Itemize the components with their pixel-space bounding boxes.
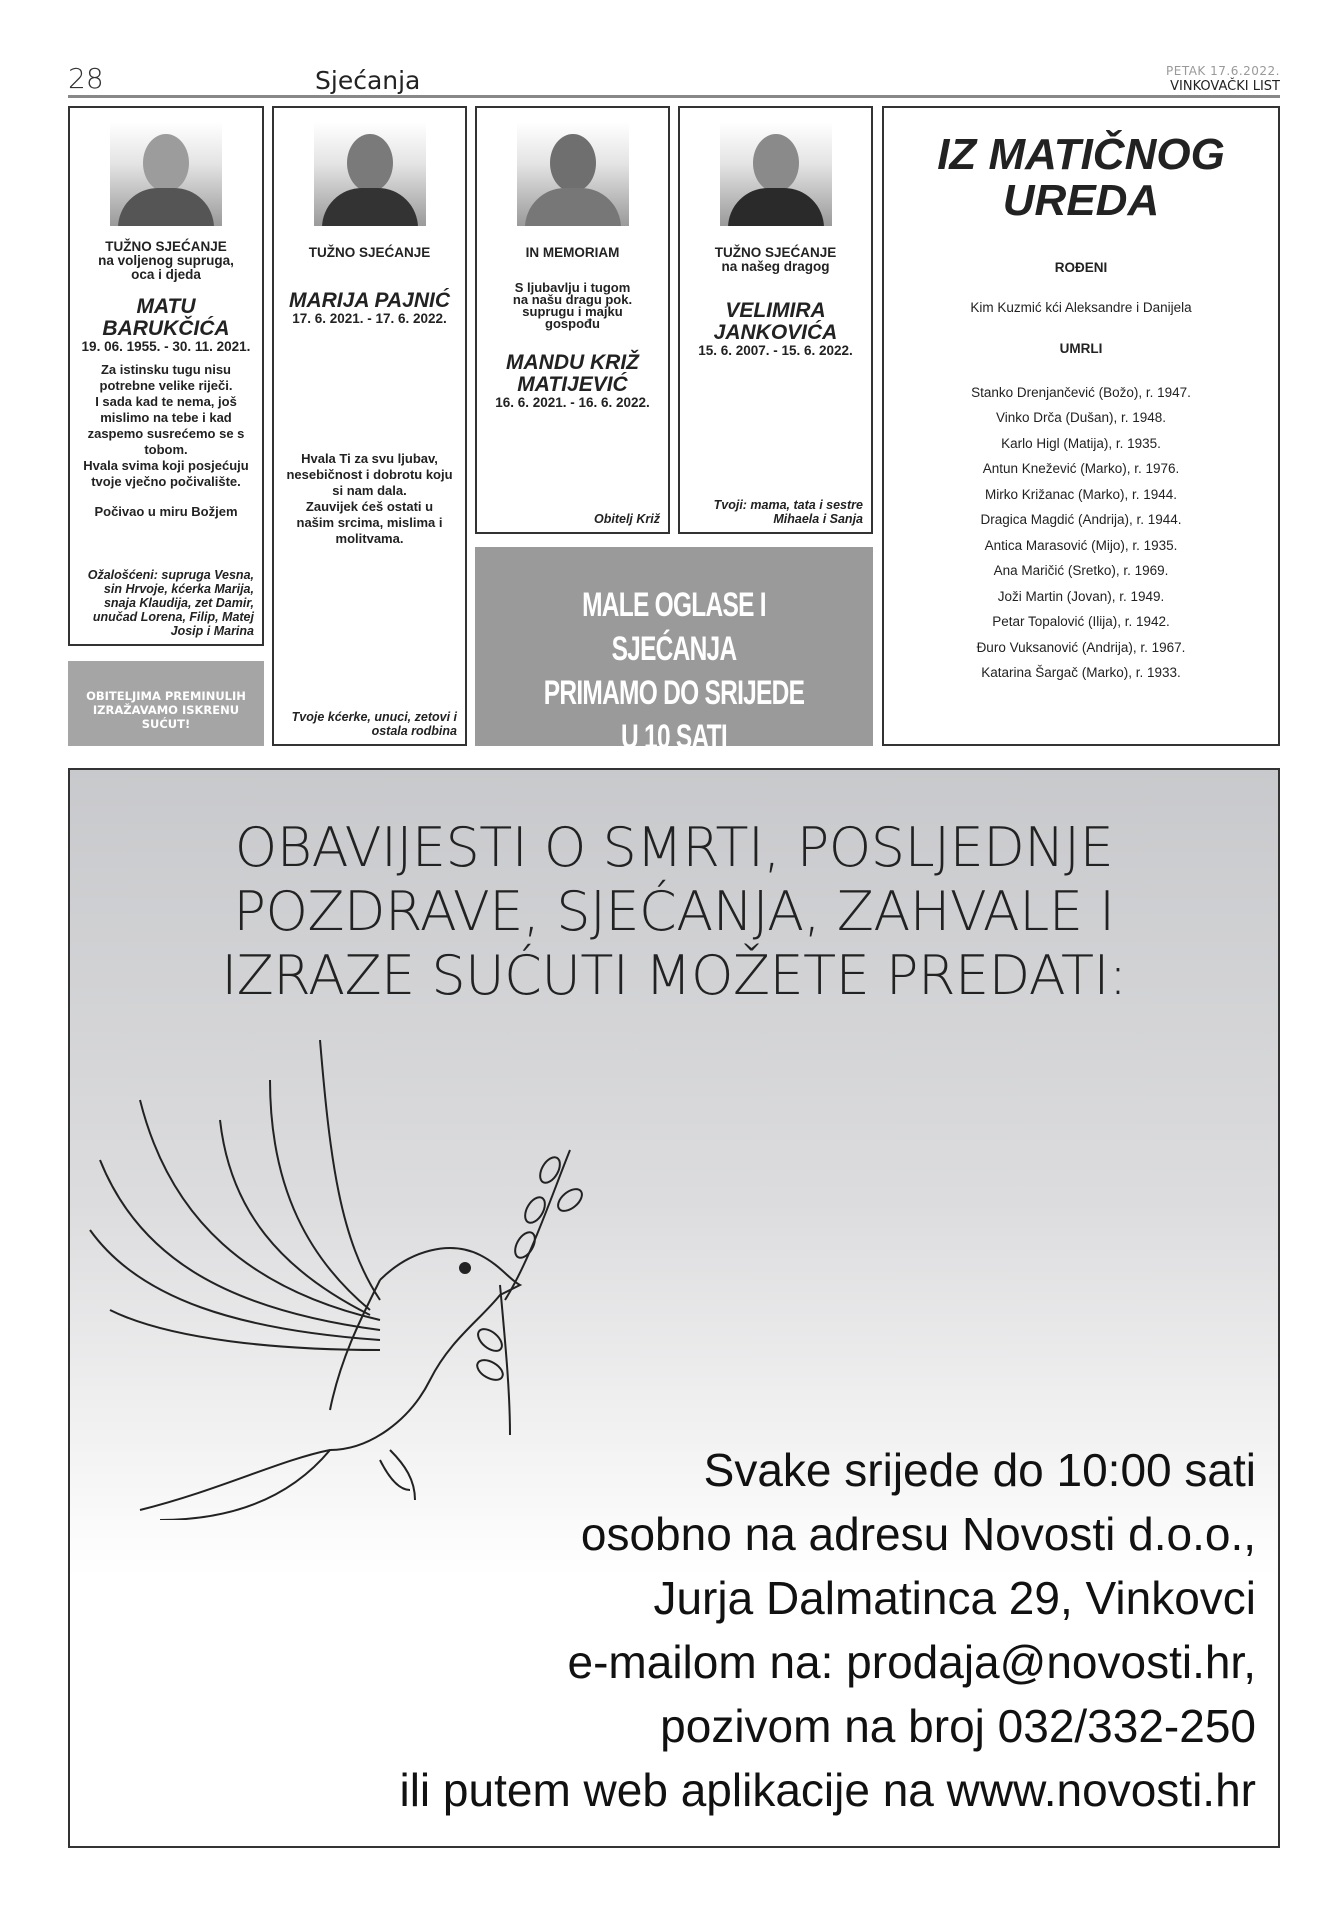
portrait-photo <box>517 122 629 226</box>
died-entry: Katarina Šargač (Marko), r. 1933. <box>981 665 1181 680</box>
notice-heading: IN MEMORIAM <box>525 245 620 260</box>
notice-text: tvoje vječno počivalište. <box>91 474 241 489</box>
notice-text: tobom. <box>144 442 188 457</box>
notice-dates: 15. 6. 2007. - 15. 6. 2022. <box>698 343 853 358</box>
portrait-photo <box>314 122 426 226</box>
died-entry: Joži Martin (Jovan), r. 1949. <box>997 588 1165 604</box>
banner-line: U 10 SATI <box>621 718 727 756</box>
page-number: 28 <box>68 62 104 95</box>
notice-text: nesebičnost i dobrotu koju <box>286 467 453 482</box>
masthead <box>1166 64 1280 94</box>
info-address: Jurja Dalmatinca 29, Vinkovci <box>653 1572 1256 1624</box>
info-web: ili putem web aplikacije na www.novosti.hr <box>399 1764 1256 1816</box>
deceased-name: MARIJA PAJNIĆ <box>288 289 451 312</box>
notice-text: mislimo na tebe i kad <box>100 410 232 425</box>
notice-heading: TUŽNO SJEĆANJE <box>105 239 227 254</box>
registry-title: UREDA <box>1002 176 1160 225</box>
info-title: POZDRAVE, SJEĆANJA, ZAHVALE I <box>233 880 1115 943</box>
ads-deadline-banner <box>475 547 873 756</box>
info-title: OBAVIJESTI O SMRTI, POSLJEDNJE <box>234 816 1114 879</box>
notice-blessing: Počivao u miru Božjem <box>94 504 238 519</box>
notice-heading: TUŽNO SJEĆANJE <box>714 245 837 260</box>
registry-office <box>882 106 1280 746</box>
info-line: Svake srijede do 10:00 sati <box>703 1444 1256 1496</box>
notice-jankovic <box>678 106 873 534</box>
notice-signature: Tvoje kćerke, unuci, zetovi i <box>291 710 457 724</box>
notice-text: potrebne velike riječi. <box>99 378 233 393</box>
notice-signature: Tvoji: mama, tata i sestre <box>713 498 863 512</box>
registry-title: IZ MATIČNOG <box>937 130 1225 179</box>
deceased-name: MATIJEVIĆ <box>517 373 628 396</box>
deceased-name: JANKOVIĆA <box>713 321 838 344</box>
portrait-photo <box>110 122 222 226</box>
notice-text: Hvala svima koji posjećuju <box>83 458 249 473</box>
deceased-name: BARUKČIĆA <box>102 317 230 340</box>
portrait-photo <box>720 122 832 226</box>
notice-dates: 17. 6. 2021. - 17. 6. 2022. <box>292 311 447 326</box>
notice-text: zaspemo susrećemo se s <box>87 426 245 441</box>
notice-text: si nam dala. <box>332 483 407 498</box>
notice-signature: ostala rodbina <box>371 724 457 738</box>
notice-text: Hvala Ti za svu ljubav, <box>301 451 438 466</box>
notice-sub: oca i djeda <box>131 267 201 282</box>
born-heading: ROĐENI <box>1054 260 1108 275</box>
condolence-banner <box>68 661 264 746</box>
died-list <box>890 380 1272 686</box>
died-entry: Ana Maričić (Sretko), r. 1969. <box>993 563 1169 578</box>
died-entry: Petar Topalović (Ilija), r. 1942. <box>992 614 1170 629</box>
deceased-name: VELIMIRA <box>725 299 826 322</box>
notice-sub: na našeg dragog <box>721 259 830 274</box>
deceased-name: MATU <box>136 295 196 318</box>
notice-signature: Ožalošćeni: supruga Vesna, <box>87 568 254 582</box>
notice-signature: Mihaela i Sanja <box>773 512 863 526</box>
born-entry: Kim Kuzmić kći Aleksandre i Danijela <box>970 300 1192 315</box>
info-title: IZRAZE SUĆUTI MOŽETE PREDATI: <box>221 944 1127 1007</box>
notice-signature: sin Hrvoje, kćerka Marija, <box>103 582 254 596</box>
condolence-text: IZRAŽAVAMO ISKRENU SUĆUT! <box>92 703 240 731</box>
notice-text: Za istinsku tugu nisu <box>100 362 231 377</box>
notice-barukcic <box>68 106 264 646</box>
died-entry: Đuro Vuksanović (Andrija), r. 1967. <box>976 639 1186 655</box>
notice-signature: unučad Lorena, Filip, Matej <box>92 610 254 624</box>
paper-name: VINKOVAČKI LIST <box>1170 79 1280 94</box>
died-heading: UMRLI <box>1059 340 1103 356</box>
notice-sub: gospođu <box>545 316 600 331</box>
info-phone: pozivom na broj 032/332-250 <box>660 1700 1256 1752</box>
notice-sub: suprugu i majku <box>522 304 623 319</box>
notice-text: I sada kad te nema, još <box>95 394 237 409</box>
info-email: e-mailom na: prodaja@novosti.hr, <box>567 1636 1256 1688</box>
notice-signature: Obitelj Križ <box>594 512 660 526</box>
notice-signature: snaja Klaudija, zet Damir, <box>103 596 254 610</box>
notice-dates: 16. 6. 2021. - 16. 6. 2022. <box>495 395 650 410</box>
notice-dates: 19. 06. 1955. - 30. 11. 2021. <box>81 339 251 354</box>
condolence-text: OBITELJIMA PREMINULIH <box>86 689 246 703</box>
submission-info-box <box>68 768 1280 1848</box>
died-entry: Antun Knežević (Marko), r. 1976. <box>982 461 1180 476</box>
banner-line: PRIMAMO DO SRIJEDE <box>543 674 805 712</box>
deceased-name: MANDU KRIŽ <box>506 351 639 374</box>
notice-text: molitvama. <box>335 531 404 546</box>
notice-pajnic <box>272 106 467 746</box>
notice-heading: TUŽNO SJEĆANJE <box>308 245 431 260</box>
notice-text: Zauvijek ćeš ostati u <box>305 499 434 514</box>
died-entry: Stanko Drenjančević (Božo), r. 1947. <box>971 384 1191 400</box>
issue-date: PETAK 17.6.2022. <box>1166 64 1280 78</box>
died-entry: Antica Marasović (Mijo), r. 1935. <box>984 537 1178 553</box>
died-entry: Karlo Higl (Matija), r. 1935. <box>1001 435 1161 451</box>
notice-signature: Josip i Marina <box>170 624 254 638</box>
section-title: Sjećanja <box>315 66 421 95</box>
header-rule <box>68 95 1280 98</box>
notice-text: našim srcima, mislima i <box>296 515 443 530</box>
banner-line: MALE OGLASE I SJEĆANJA <box>582 586 766 668</box>
died-entry: Dragica Magdić (Andrija), r. 1944. <box>980 512 1182 527</box>
notice-sub: na našu dragu pok. <box>512 292 633 307</box>
notice-sub: na voljenog supruga, <box>98 253 234 268</box>
died-entry: Mirko Križanac (Marko), r. 1944. <box>984 486 1178 502</box>
info-line: osobno na adresu Novosti d.o.o., <box>580 1508 1256 1560</box>
notice-sub: S ljubavlju i tugom <box>514 280 631 295</box>
died-entry: Vinko Drča (Dušan), r. 1948. <box>995 410 1167 425</box>
notice-kriz-matijevic <box>475 106 670 534</box>
